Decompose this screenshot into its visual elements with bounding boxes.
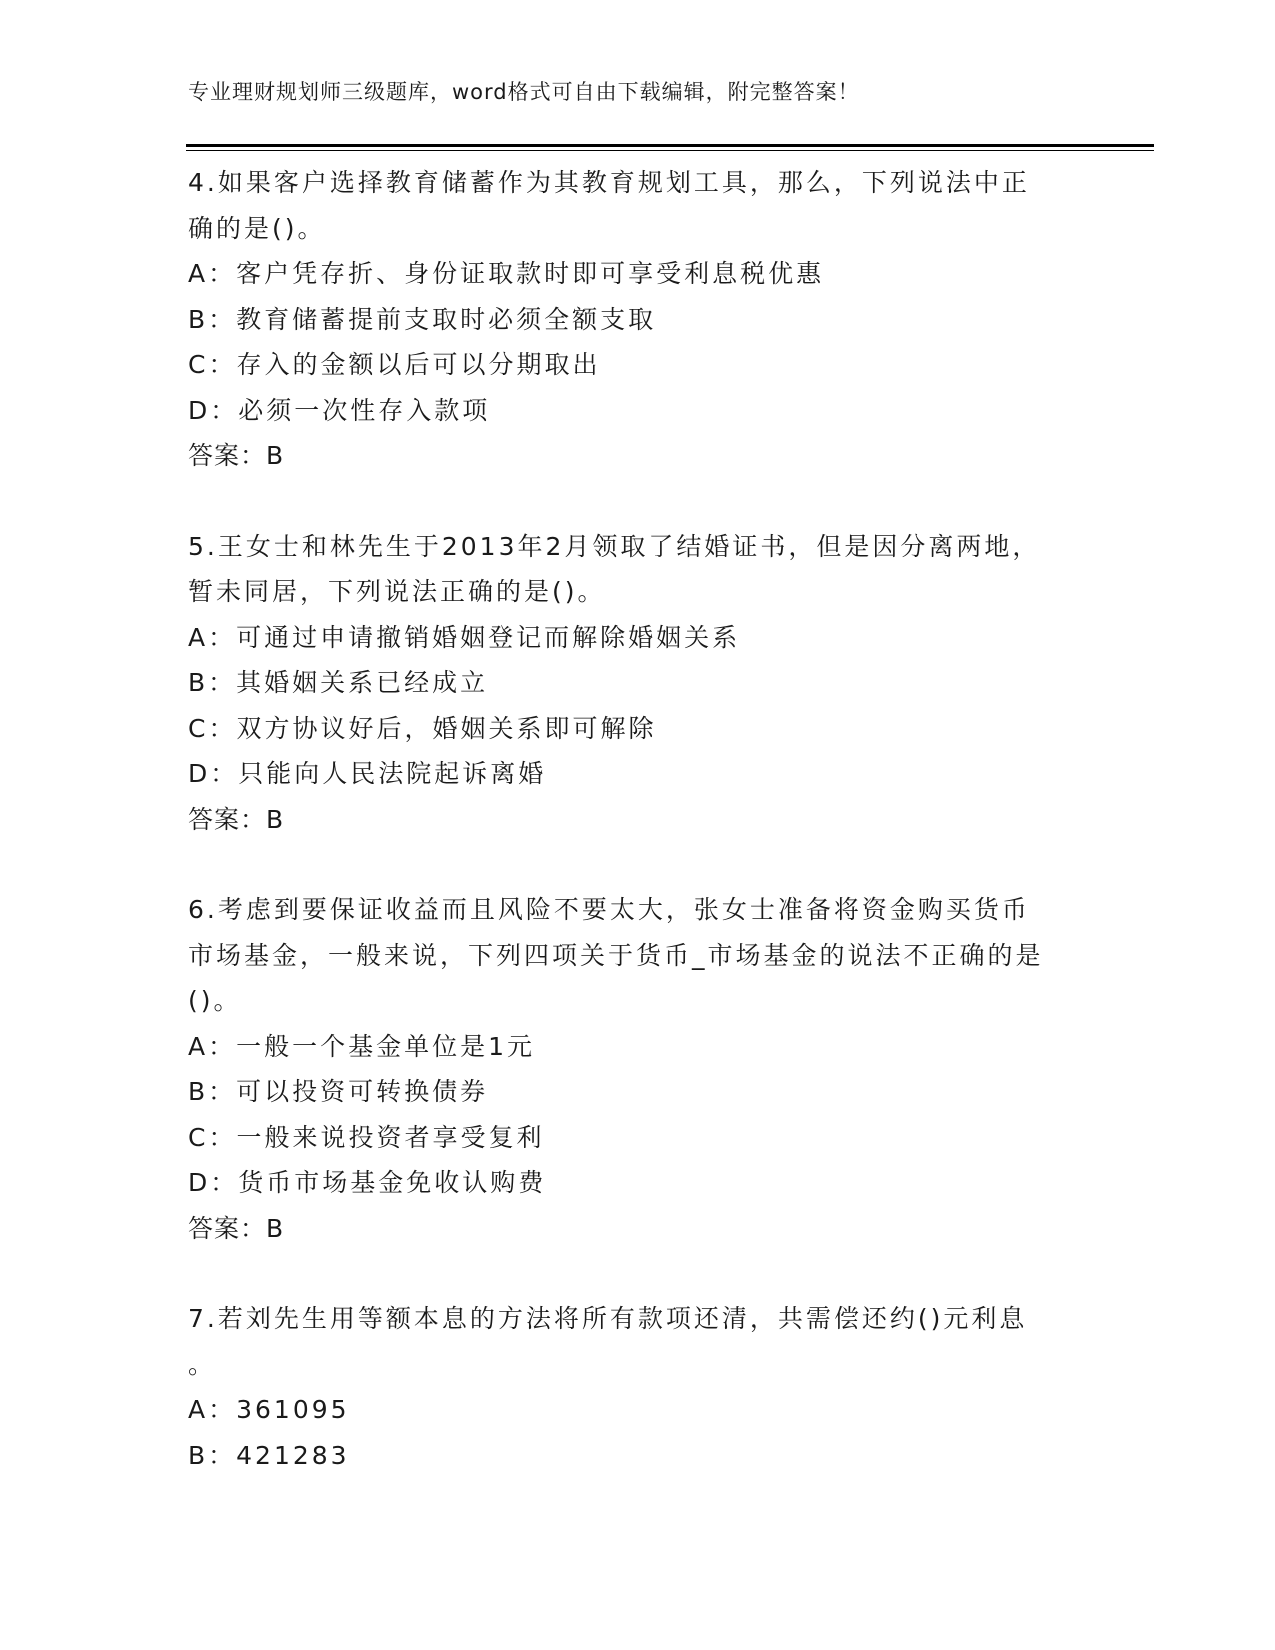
header-rule-thick: [186, 144, 1154, 147]
option-a: A：361095: [188, 1395, 350, 1424]
option-c: C：存入的金额以后可以分期取出: [188, 350, 601, 379]
header-rule-thin: [186, 150, 1154, 151]
question-5: [188, 524, 1088, 843]
option-b: B：可以投资可转换债券: [188, 1077, 489, 1106]
option-b: B：教育储蓄提前支取时必须全额支取: [188, 304, 657, 334]
question-stem: 7.若刘先生用等额本息的方法将所有款项还清，共需偿还约()元利息: [188, 1304, 1028, 1333]
question-stem: 4.如果客户选择教育储蓄作为其教育规划工具，那么，下列说法中正: [188, 168, 1030, 197]
question-stem: ()。: [188, 986, 242, 1015]
question-4: [188, 160, 1088, 479]
option-d: D：必须一次性存入款项: [188, 395, 491, 425]
answer: 答案：B: [188, 1213, 285, 1243]
option-a: A：可通过申请撤销婚姻登记而解除婚姻关系: [188, 622, 741, 652]
answer: 答案：B: [188, 804, 285, 834]
question-stem: 。: [188, 1349, 217, 1379]
question-stem: 市场基金，一般来说，下列四项关于货币_市场基金的说法不正确的是: [188, 940, 1044, 970]
option-b: B：421283: [188, 1440, 350, 1470]
question-6: [188, 887, 1088, 1251]
option-a: A：一般一个基金单位是1元: [188, 1031, 536, 1061]
question-stem: 6.考虑到要保证收益而且风险不要太大，张女士准备将资金购买货币: [188, 895, 1030, 924]
option-c: C：双方协议好后，婚姻关系即可解除: [188, 713, 657, 743]
option-d: D：货币市场基金免收认购费: [188, 1168, 547, 1197]
page-header: 专业理财规划师三级题库，word格式可自由下载编辑，附完整答案！: [188, 80, 860, 104]
option-c: C：一般来说投资者享受复利: [188, 1122, 545, 1152]
question-list: [188, 160, 1088, 1478]
question-stem: 确的是()。: [188, 213, 326, 243]
question-stem: 暂未同居，下列说法正确的是()。: [188, 577, 606, 606]
option-b: B：其婚姻关系已经成立: [188, 668, 489, 697]
question-7: [188, 1296, 1088, 1478]
option-d: D：只能向人民法院起诉离婚: [188, 759, 547, 788]
answer: 答案：B: [188, 441, 285, 470]
question-stem: 5.王女士和林先生于2013年2月领取了结婚证书，但是因分离两地，: [188, 531, 1041, 561]
option-a: A：客户凭存折、身份证取款时即可享受利息税优惠: [188, 259, 825, 288]
